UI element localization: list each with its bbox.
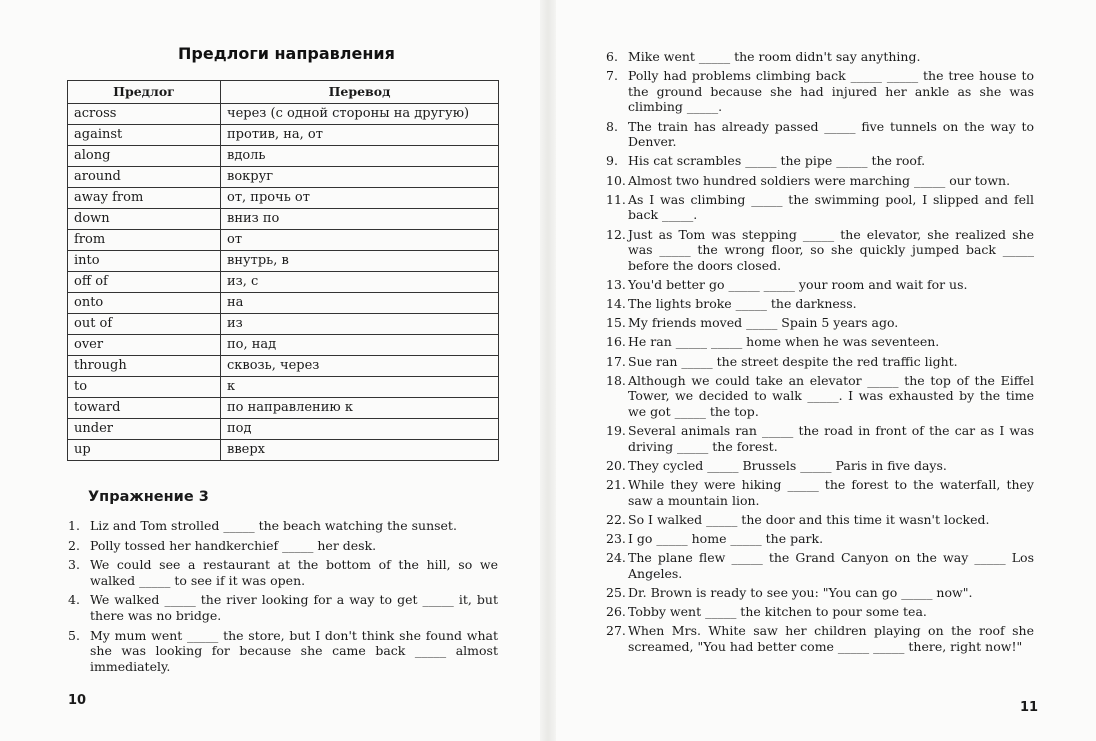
item-text: Polly had problems climbing back _____ _____ the tree house to the ground because she had injured her ankle as she was climbing _____. <box>628 68 1034 115</box>
table-row <box>68 251 499 272</box>
table-row <box>68 419 499 440</box>
preposition-cell: across <box>68 104 221 125</box>
item-text: Sue ran _____ the street despite the red traffic light. <box>628 353 958 369</box>
exercise-item <box>606 585 1034 601</box>
item-number: 2. <box>68 537 80 553</box>
preposition-cell: out of <box>68 314 221 335</box>
item-number: 4. <box>68 592 80 608</box>
item-text: The plane flew _____ the Grand Canyon on the way _____ Los Angeles. <box>628 550 1034 581</box>
exercise-item <box>606 119 1034 150</box>
translation-cell: против, на, от <box>221 125 499 146</box>
preposition-cell: up <box>68 440 221 461</box>
item-text: Dr. Brown is ready to see you: "You can go _____ now". <box>628 585 973 601</box>
item-number: 22. <box>606 511 626 527</box>
exercise-title: Упражнение 3 <box>88 489 209 505</box>
exercise-item <box>606 623 1034 654</box>
exercise-item <box>606 296 1034 312</box>
prepositions-table <box>67 80 499 461</box>
item-text: When Mrs. White saw her children playing on the roof she screamed, "You had better come _____ _____ there, right now!" <box>628 623 1034 655</box>
item-text: He ran _____ _____ home when he was seventeen. <box>628 334 940 350</box>
exercise-item <box>606 373 1034 420</box>
exercise-item <box>68 592 498 623</box>
exercise-item <box>606 173 1034 189</box>
preposition-cell: toward <box>68 398 221 419</box>
exercise-item <box>606 477 1034 508</box>
exercise-item <box>606 531 1034 547</box>
table-row <box>68 356 499 377</box>
item-number: 23. <box>606 531 626 547</box>
exercise-list-right <box>606 49 1034 658</box>
table-row <box>68 293 499 314</box>
item-text: My friends moved _____ Spain 5 years ago. <box>628 315 899 331</box>
exercise-item <box>606 423 1034 454</box>
exercise-item <box>606 68 1034 115</box>
preposition-cell: to <box>68 377 221 398</box>
translation-cell: под <box>221 419 499 440</box>
preposition-cell: along <box>68 146 221 167</box>
item-text: We could see a restaurant at the bottom of the hill, so we walked _____ to see if it was open. <box>90 557 498 588</box>
table-row <box>68 104 499 125</box>
item-text: Liz and Tom strolled _____ the beach watching the sunset. <box>90 518 457 533</box>
item-number: 20. <box>606 457 626 473</box>
table-header-row <box>68 81 499 104</box>
exercise-item <box>606 315 1034 331</box>
translation-cell: внутрь, в <box>221 251 499 272</box>
translation-cell: через (с одной стороны на другую) <box>221 104 499 125</box>
exercise-item <box>606 604 1034 620</box>
item-number: 12. <box>606 226 626 242</box>
exercise-item <box>606 354 1034 370</box>
exercise-item <box>606 227 1034 274</box>
item-text: Almost two hundred soldiers were marching _____ our town. <box>628 172 1011 188</box>
translation-cell: от, прочь от <box>221 188 499 209</box>
preposition-cell: through <box>68 356 221 377</box>
item-number: 15. <box>606 315 626 331</box>
exercise-item <box>606 458 1034 474</box>
translation-cell: вниз по <box>221 209 499 230</box>
translation-cell: из, с <box>221 272 499 293</box>
item-number: 18. <box>606 372 626 388</box>
item-text: As I was climbing _____ the swimming pool, I slipped and fell back _____. <box>628 191 1034 223</box>
translation-cell: к <box>221 377 499 398</box>
item-number: 25. <box>606 585 626 601</box>
item-text: Polly tossed her handkerchief _____ her desk. <box>90 537 377 553</box>
exercise-item <box>606 334 1034 350</box>
item-number: 27. <box>606 623 626 639</box>
translation-cell: по направлению к <box>221 398 499 419</box>
item-text: Tobby went _____ the kitchen to pour some tea. <box>628 604 927 620</box>
item-number: 19. <box>606 423 626 439</box>
page-title: Предлоги направления <box>178 44 395 63</box>
table-row <box>68 125 499 146</box>
item-number: 5. <box>68 627 80 643</box>
item-number: 9. <box>606 153 618 169</box>
item-number: 13. <box>606 276 626 292</box>
item-text: The train has already passed _____ five tunnels on the way to Denver. <box>628 118 1034 150</box>
item-text: My mum went _____ the store, but I don't think she found what she was looking for because she came back _____ almost immediately. <box>90 627 498 674</box>
exercise-item <box>606 277 1034 293</box>
table-row <box>68 167 499 188</box>
exercise-item <box>606 192 1034 223</box>
item-number: 1. <box>68 518 80 533</box>
exercise-item <box>606 49 1034 65</box>
translation-cell: на <box>221 293 499 314</box>
preposition-cell: against <box>68 125 221 146</box>
item-number: 16. <box>606 334 626 350</box>
translation-cell: вдоль <box>221 146 499 167</box>
translation-cell: по, над <box>221 335 499 356</box>
preposition-cell: from <box>68 230 221 251</box>
item-text: Mike went _____ the room didn't say anything. <box>628 49 921 64</box>
item-number: 24. <box>606 550 626 566</box>
table-row <box>68 272 499 293</box>
preposition-cell: off of <box>68 272 221 293</box>
table-row <box>68 188 499 209</box>
exercise-list-left <box>68 518 498 678</box>
translation-cell: вокруг <box>221 167 499 188</box>
item-number: 10. <box>606 172 626 188</box>
exercise-item <box>606 153 1034 169</box>
item-number: 21. <box>606 477 626 493</box>
preposition-cell: into <box>68 251 221 272</box>
preposition-cell: around <box>68 167 221 188</box>
item-number: 7. <box>606 68 618 84</box>
table-row <box>68 146 499 167</box>
item-number: 11. <box>606 191 626 207</box>
item-text: So I walked _____ the door and this time it wasn't locked. <box>628 511 990 527</box>
translation-cell: вверх <box>221 440 499 461</box>
exercise-item <box>68 538 498 554</box>
preposition-cell: onto <box>68 293 221 314</box>
table-row <box>68 377 499 398</box>
item-text: Several animals ran _____ the road in front of the car as I was driving _____ the forest. <box>628 423 1034 454</box>
exercise-item <box>606 512 1034 528</box>
table-row <box>68 440 499 461</box>
exercise-item <box>606 550 1034 581</box>
item-number: 14. <box>606 296 626 312</box>
item-text: Just as Tom was stepping _____ the elevator, she realized she was _____ the wrong floor, so she quickly jumped back _____ before the doors closed. <box>628 226 1034 273</box>
translation-cell: от <box>221 230 499 251</box>
item-text: They cycled _____ Brussels _____ Paris in five days. <box>628 457 947 473</box>
table-row <box>68 230 499 251</box>
item-text: Although we could take an elevator _____ the top of the Eiffel Tower, we decided to walk _____. I was exhausted by the time we got _____ the top. <box>628 372 1034 419</box>
table-row <box>68 335 499 356</box>
page-number-right: 11 <box>1020 700 1039 715</box>
item-text: I go _____ home _____ the park. <box>628 531 824 547</box>
preposition-cell: away from <box>68 188 221 209</box>
item-number: 8. <box>606 118 618 134</box>
item-number: 26. <box>606 604 626 620</box>
table-row <box>68 314 499 335</box>
item-text: We walked _____ the river looking for a way to get _____ it, but there was no bridge. <box>90 592 498 623</box>
table-row <box>68 398 499 419</box>
table-row <box>68 209 499 230</box>
item-number: 6. <box>606 49 618 64</box>
exercise-item <box>68 628 498 675</box>
item-text: You'd better go _____ _____ your room and wait for us. <box>628 276 968 292</box>
table-header-translation: Перевод <box>221 81 499 104</box>
translation-cell: сквозь, через <box>221 356 499 377</box>
item-text: While they were hiking _____ the forest to the waterfall, they saw a mountain lion. <box>628 477 1034 508</box>
page-number-left: 10 <box>68 693 87 708</box>
item-number: 17. <box>606 353 626 369</box>
preposition-cell: down <box>68 209 221 230</box>
item-text: The lights broke _____ the darkness. <box>628 296 857 312</box>
preposition-cell: over <box>68 335 221 356</box>
exercise-item <box>68 557 498 588</box>
right-page <box>548 0 1096 741</box>
item-text: His cat scrambles _____ the pipe _____ the roof. <box>628 153 926 169</box>
table-header-preposition: Предлог <box>68 81 221 104</box>
translation-cell: из <box>221 314 499 335</box>
item-number: 3. <box>68 557 80 573</box>
preposition-cell: under <box>68 419 221 440</box>
exercise-item <box>68 518 498 534</box>
